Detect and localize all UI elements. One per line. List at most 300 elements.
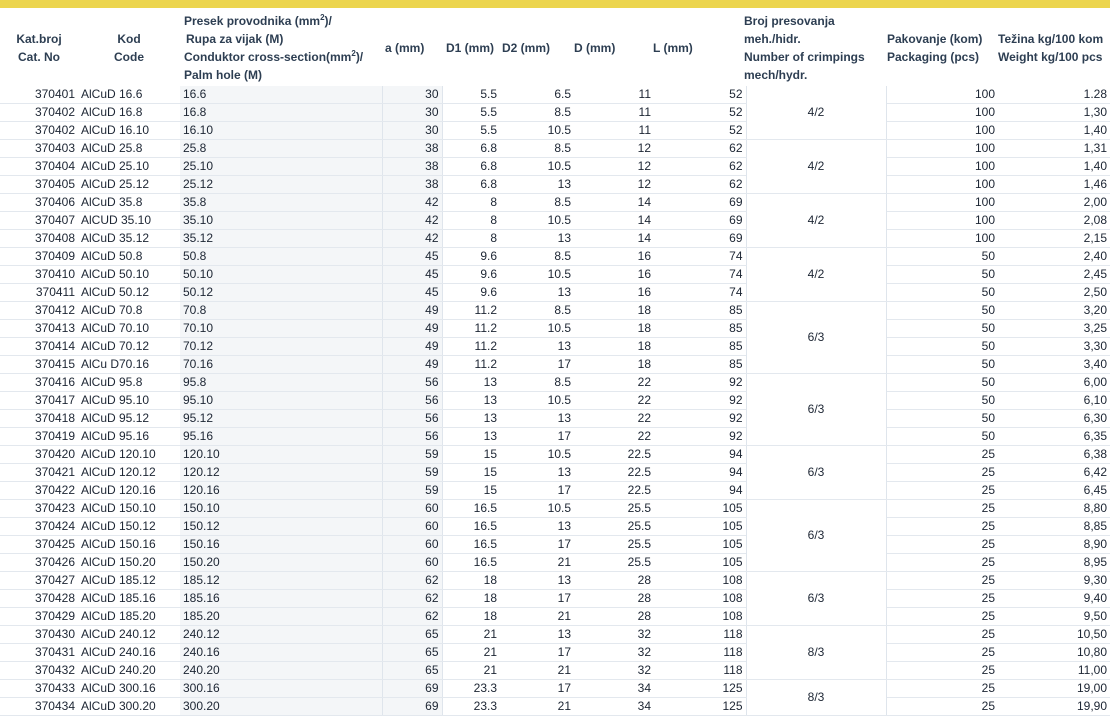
cell-weight: 6,00: [998, 374, 1110, 392]
header-pack-line1: Pakovanje (kom): [887, 32, 983, 46]
cell-d: 14: [574, 194, 654, 212]
cell-d: 22: [574, 374, 654, 392]
cell-section: 70.16: [180, 356, 382, 374]
cell-d: 25.5: [574, 536, 654, 554]
header-section: [184, 12, 384, 84]
cell-d: 18: [574, 320, 654, 338]
cell-code: AlCuD 150.16: [78, 536, 180, 554]
header-code-line1: Kod: [117, 32, 141, 46]
cell-l: 62: [654, 158, 746, 176]
cell-a: 65: [382, 662, 442, 680]
cell-packaging: 100: [886, 194, 998, 212]
cell-d1: 21: [442, 662, 500, 680]
cell-d2: 13: [500, 626, 574, 644]
cell-crimpings: 4/2: [746, 86, 886, 140]
table-row: [0, 392, 1110, 410]
cell-cat-no: 370432: [0, 662, 78, 680]
cell-d: 11: [574, 104, 654, 122]
cell-d2: 21: [500, 662, 574, 680]
cell-section: 240.12: [180, 626, 382, 644]
table-row: [0, 446, 1110, 464]
cell-weight: 3,30: [998, 338, 1110, 356]
cell-l: 74: [654, 248, 746, 266]
cell-cat-no: 370418: [0, 410, 78, 428]
top-accent-bar: [0, 0, 1110, 8]
cell-code: AlCuD 150.10: [78, 500, 180, 518]
cell-d: 11: [574, 86, 654, 104]
cell-d2: 21: [500, 554, 574, 572]
cell-d1: 8: [442, 194, 500, 212]
cell-l: 69: [654, 230, 746, 248]
cell-l: 74: [654, 266, 746, 284]
cell-a: 62: [382, 590, 442, 608]
cell-code: AlCuD 95.16: [78, 428, 180, 446]
cell-d2: 6.5: [500, 86, 574, 104]
cell-section: 50.12: [180, 284, 382, 302]
cell-code: AlCuD 95.12: [78, 410, 180, 428]
cell-cat-no: 370416: [0, 374, 78, 392]
table-row: [0, 374, 1110, 392]
cell-d: 32: [574, 644, 654, 662]
cell-l: 92: [654, 410, 746, 428]
cell-weight: 1,40: [998, 122, 1110, 140]
cell-d2: 10.5: [500, 122, 574, 140]
cell-d: 22: [574, 428, 654, 446]
table-row: [0, 626, 1110, 644]
cell-l: 69: [654, 212, 746, 230]
cell-l: 105: [654, 536, 746, 554]
cell-d: 16: [574, 248, 654, 266]
cell-packaging: 25: [886, 464, 998, 482]
cell-a: 65: [382, 626, 442, 644]
table-row: [0, 410, 1110, 428]
cell-weight: 3,40: [998, 356, 1110, 374]
cell-l: 69: [654, 194, 746, 212]
cell-d: 22.5: [574, 464, 654, 482]
cell-section: 25.12: [180, 176, 382, 194]
cell-weight: 10,80: [998, 644, 1110, 662]
cell-a: 56: [382, 428, 442, 446]
cell-cat-no: 370424: [0, 518, 78, 536]
cell-d: 22.5: [574, 482, 654, 500]
cell-l: 105: [654, 518, 746, 536]
cell-code: AlCuD 16.6: [78, 86, 180, 104]
cell-d1: 21: [442, 644, 500, 662]
cell-cat-no: 370403: [0, 140, 78, 158]
cell-l: 94: [654, 482, 746, 500]
cell-packaging: 50: [886, 266, 998, 284]
cell-section: 185.16: [180, 590, 382, 608]
cell-packaging: 25: [886, 554, 998, 572]
cell-l: 125: [654, 680, 746, 698]
cell-l: 108: [654, 572, 746, 590]
cell-d: 25.5: [574, 518, 654, 536]
header-weight: [998, 30, 1110, 66]
cell-l: 94: [654, 446, 746, 464]
header-crimp-line2: meh./hidr.: [744, 32, 801, 46]
table-row: [0, 500, 1110, 518]
header-cat-no-line1: Kat.broj: [16, 32, 62, 46]
cell-packaging: 25: [886, 608, 998, 626]
header-crimpings: [744, 12, 884, 84]
cell-crimpings: 4/2: [746, 194, 886, 248]
cell-section: 150.10: [180, 500, 382, 518]
cell-packaging: 25: [886, 644, 998, 662]
cell-d2: 8.5: [500, 140, 574, 158]
cell-d1: 23.3: [442, 680, 500, 698]
table-row: [0, 428, 1110, 446]
cell-packaging: 25: [886, 482, 998, 500]
cell-packaging: 100: [886, 140, 998, 158]
table-row: [0, 158, 1110, 176]
cell-d1: 15: [442, 446, 500, 464]
cell-d2: 13: [500, 572, 574, 590]
cell-d1: 13: [442, 374, 500, 392]
cell-d2: 8.5: [500, 302, 574, 320]
cell-l: 52: [654, 104, 746, 122]
cell-code: AlCuD 50.8: [78, 248, 180, 266]
cell-cat-no: 370410: [0, 266, 78, 284]
header-packaging: [887, 30, 999, 66]
table-row: [0, 662, 1110, 680]
cell-a: 30: [382, 86, 442, 104]
cell-packaging: 100: [886, 212, 998, 230]
cell-d: 22.5: [574, 446, 654, 464]
cell-a: 42: [382, 230, 442, 248]
cell-code: AlCuD 95.8: [78, 374, 180, 392]
cell-d1: 11.2: [442, 302, 500, 320]
table-row: [0, 680, 1110, 698]
cell-section: 95.16: [180, 428, 382, 446]
header-section-sup3: 2: [351, 49, 356, 58]
cell-packaging: 25: [886, 680, 998, 698]
cell-l: 92: [654, 374, 746, 392]
cell-d2: 10.5: [500, 392, 574, 410]
cell-l: 85: [654, 338, 746, 356]
cell-cat-no: 370429: [0, 608, 78, 626]
cell-packaging: 25: [886, 662, 998, 680]
cell-cat-no: 370405: [0, 176, 78, 194]
cell-cat-no: 370428: [0, 590, 78, 608]
cell-weight: 11,00: [998, 662, 1110, 680]
cell-d1: 6.8: [442, 140, 500, 158]
cell-weight: 9,30: [998, 572, 1110, 590]
cell-d2: 21: [500, 698, 574, 716]
cell-weight: 2,50: [998, 284, 1110, 302]
cell-cat-no: 370433: [0, 680, 78, 698]
cell-d1: 13: [442, 428, 500, 446]
cell-d: 18: [574, 338, 654, 356]
cell-cat-no: 370407: [0, 212, 78, 230]
cell-a: 60: [382, 518, 442, 536]
table-row: [0, 86, 1110, 104]
cell-cat-no: 370419: [0, 428, 78, 446]
cell-d: 28: [574, 572, 654, 590]
table-row: [0, 140, 1110, 158]
cell-cat-no: 370408: [0, 230, 78, 248]
cell-d2: 10.5: [500, 500, 574, 518]
cell-d2: 8.5: [500, 194, 574, 212]
cell-section: 70.12: [180, 338, 382, 356]
cell-section: 95.12: [180, 410, 382, 428]
cell-d: 34: [574, 680, 654, 698]
cell-cat-no: 370417: [0, 392, 78, 410]
cell-packaging: 50: [886, 356, 998, 374]
cell-a: 42: [382, 212, 442, 230]
cell-section: 70.10: [180, 320, 382, 338]
cell-cat-no: 370401: [0, 86, 78, 104]
cell-cat-no: 370402: [0, 122, 78, 140]
cell-packaging: 100: [886, 176, 998, 194]
cell-code: AlCuD 70.8: [78, 302, 180, 320]
cell-cat-no: 370414: [0, 338, 78, 356]
cell-cat-no: 370427: [0, 572, 78, 590]
cell-packaging: 25: [886, 536, 998, 554]
cell-d2: 17: [500, 644, 574, 662]
cell-d2: 21: [500, 608, 574, 626]
cell-a: 56: [382, 374, 442, 392]
cell-packaging: 25: [886, 446, 998, 464]
cell-d: 25.5: [574, 500, 654, 518]
cell-section: 150.20: [180, 554, 382, 572]
cell-d1: 9.6: [442, 266, 500, 284]
cell-d1: 15: [442, 464, 500, 482]
cell-d: 32: [574, 626, 654, 644]
cell-l: 52: [654, 86, 746, 104]
table-row: [0, 212, 1110, 230]
cell-section: 150.16: [180, 536, 382, 554]
cell-code: AlCu D70.16: [78, 356, 180, 374]
cell-packaging: 25: [886, 572, 998, 590]
cell-code: AlCuD 25.8: [78, 140, 180, 158]
header-section-line1: [184, 12, 384, 30]
cell-code: AlCuD 120.10: [78, 446, 180, 464]
cell-d2: 17: [500, 680, 574, 698]
cell-code: AlCuD 240.20: [78, 662, 180, 680]
cell-code: AlCuD 120.16: [78, 482, 180, 500]
cell-a: 49: [382, 338, 442, 356]
cell-weight: 1,30: [998, 104, 1110, 122]
cell-d1: 16.5: [442, 554, 500, 572]
cell-d2: 10.5: [500, 320, 574, 338]
cell-section: 300.20: [180, 698, 382, 716]
cell-cat-no: 370426: [0, 554, 78, 572]
cell-d: 28: [574, 608, 654, 626]
cell-weight: 1,46: [998, 176, 1110, 194]
header-section-line4: Palm hole (M): [184, 68, 263, 82]
cell-d: 32: [574, 662, 654, 680]
cell-cat-no: 370409: [0, 248, 78, 266]
table-row: [0, 266, 1110, 284]
cell-crimpings: 8/3: [746, 680, 886, 716]
cell-weight: 8,80: [998, 500, 1110, 518]
cell-code: AlCuD 150.12: [78, 518, 180, 536]
cell-weight: 2,00: [998, 194, 1110, 212]
cell-a: 59: [382, 464, 442, 482]
cell-a: 49: [382, 356, 442, 374]
cell-packaging: 50: [886, 392, 998, 410]
cell-weight: 1,40: [998, 158, 1110, 176]
cell-weight: 3,20: [998, 302, 1110, 320]
cell-d2: 13: [500, 176, 574, 194]
cell-code: AlCuD 300.16: [78, 680, 180, 698]
cell-l: 52: [654, 122, 746, 140]
cell-weight: 2,08: [998, 212, 1110, 230]
cell-d1: 5.5: [442, 86, 500, 104]
cell-d1: 21: [442, 626, 500, 644]
cell-d: 16: [574, 266, 654, 284]
header-l: L (mm): [653, 41, 693, 55]
cell-d1: 18: [442, 572, 500, 590]
table-row: [0, 356, 1110, 374]
cell-cat-no: 370422: [0, 482, 78, 500]
cell-a: 69: [382, 698, 442, 716]
cell-section: 185.20: [180, 608, 382, 626]
cell-l: 85: [654, 356, 746, 374]
cell-weight: 3,25: [998, 320, 1110, 338]
header-section-line2: Rupa za vijak (M): [186, 32, 284, 46]
cell-packaging: 100: [886, 122, 998, 140]
cell-section: 25.8: [180, 140, 382, 158]
cell-packaging: 50: [886, 284, 998, 302]
cell-d: 12: [574, 140, 654, 158]
cell-a: 38: [382, 158, 442, 176]
cell-d1: 18: [442, 608, 500, 626]
cell-code: AlCuD 25.12: [78, 176, 180, 194]
table-row: [0, 554, 1110, 572]
cell-weight: 2,40: [998, 248, 1110, 266]
cell-d2: 13: [500, 338, 574, 356]
cell-a: 56: [382, 410, 442, 428]
cell-d1: 13: [442, 392, 500, 410]
cell-weight: 6,38: [998, 446, 1110, 464]
cell-d1: 8: [442, 212, 500, 230]
cell-d2: 17: [500, 482, 574, 500]
cell-d1: 18: [442, 590, 500, 608]
cell-l: 92: [654, 392, 746, 410]
cell-packaging: 50: [886, 374, 998, 392]
cell-weight: 19,90: [998, 698, 1110, 716]
cell-packaging: 25: [886, 590, 998, 608]
cell-packaging: 25: [886, 698, 998, 716]
cell-d2: 13: [500, 410, 574, 428]
cell-d2: 13: [500, 284, 574, 302]
cell-d1: 9.6: [442, 284, 500, 302]
cell-d: 34: [574, 698, 654, 716]
cell-a: 30: [382, 122, 442, 140]
cell-code: AlCuD 50.12: [78, 284, 180, 302]
cell-cat-no: 370420: [0, 446, 78, 464]
cell-d2: 17: [500, 590, 574, 608]
cell-code: AlCuD 185.20: [78, 608, 180, 626]
cell-d1: 15: [442, 482, 500, 500]
cell-code: AlCuD 185.16: [78, 590, 180, 608]
cell-section: 95.8: [180, 374, 382, 392]
cell-weight: 10,50: [998, 626, 1110, 644]
cell-a: 62: [382, 572, 442, 590]
cell-weight: 8,85: [998, 518, 1110, 536]
cell-l: 118: [654, 626, 746, 644]
cell-section: 16.6: [180, 86, 382, 104]
cell-weight: 9,50: [998, 608, 1110, 626]
cell-packaging: 25: [886, 500, 998, 518]
cell-code: AlCuD 35.8: [78, 194, 180, 212]
cell-a: 60: [382, 500, 442, 518]
cell-d1: 11.2: [442, 320, 500, 338]
cell-d1: 16.5: [442, 536, 500, 554]
cell-a: 45: [382, 284, 442, 302]
cell-d2: 8.5: [500, 248, 574, 266]
cell-crimpings: 4/2: [746, 248, 886, 302]
cell-d: 18: [574, 356, 654, 374]
table-row: [0, 338, 1110, 356]
header-section-line1-text: Presek provodnika (mm: [184, 14, 321, 28]
cell-packaging: 100: [886, 104, 998, 122]
cell-section: 120.16: [180, 482, 382, 500]
header-cat-no: [0, 30, 78, 66]
cell-code: AlCuD 95.10: [78, 392, 180, 410]
cell-weight: 6,30: [998, 410, 1110, 428]
cell-section: 120.10: [180, 446, 382, 464]
cell-packaging: 25: [886, 626, 998, 644]
cell-d2: 8.5: [500, 374, 574, 392]
table-row: [0, 464, 1110, 482]
cell-section: 70.8: [180, 302, 382, 320]
cell-code: AlCuD 35.12: [78, 230, 180, 248]
header-section-line1-end: )/: [324, 14, 332, 28]
table-row: [0, 194, 1110, 212]
cell-l: 94: [654, 464, 746, 482]
cell-weight: 1,31: [998, 140, 1110, 158]
cell-d: 14: [574, 230, 654, 248]
cell-d: 14: [574, 212, 654, 230]
cell-section: 50.8: [180, 248, 382, 266]
cell-cat-no: 370430: [0, 626, 78, 644]
cell-cat-no: 370434: [0, 698, 78, 716]
cell-d1: 11.2: [442, 356, 500, 374]
cell-cat-no: 370425: [0, 536, 78, 554]
cell-l: 62: [654, 140, 746, 158]
cell-d: 12: [574, 158, 654, 176]
cell-code: AlCuD 70.12: [78, 338, 180, 356]
cell-crimpings: 6/3: [746, 446, 886, 500]
cell-d1: 6.8: [442, 176, 500, 194]
cell-weight: 8,90: [998, 536, 1110, 554]
cell-weight: 6,45: [998, 482, 1110, 500]
cell-section: 35.10: [180, 212, 382, 230]
cell-d1: 16.5: [442, 500, 500, 518]
cell-crimpings: 4/2: [746, 140, 886, 194]
cell-d2: 10.5: [500, 446, 574, 464]
cell-cat-no: 370413: [0, 320, 78, 338]
table-row: [0, 230, 1110, 248]
cell-a: 60: [382, 554, 442, 572]
table-row: [0, 590, 1110, 608]
cell-l: 118: [654, 662, 746, 680]
cell-code: AlCuD 16.10: [78, 122, 180, 140]
cell-a: 45: [382, 248, 442, 266]
cell-d: 11: [574, 122, 654, 140]
cell-a: 42: [382, 194, 442, 212]
data-table: [0, 86, 1110, 716]
cell-a: 38: [382, 176, 442, 194]
cell-code: AlCuD 120.12: [78, 464, 180, 482]
cell-cat-no: 370415: [0, 356, 78, 374]
cell-d: 28: [574, 590, 654, 608]
cell-weight: 2,15: [998, 230, 1110, 248]
header-section-line3-end: )/: [355, 50, 364, 64]
table-row: [0, 122, 1110, 140]
